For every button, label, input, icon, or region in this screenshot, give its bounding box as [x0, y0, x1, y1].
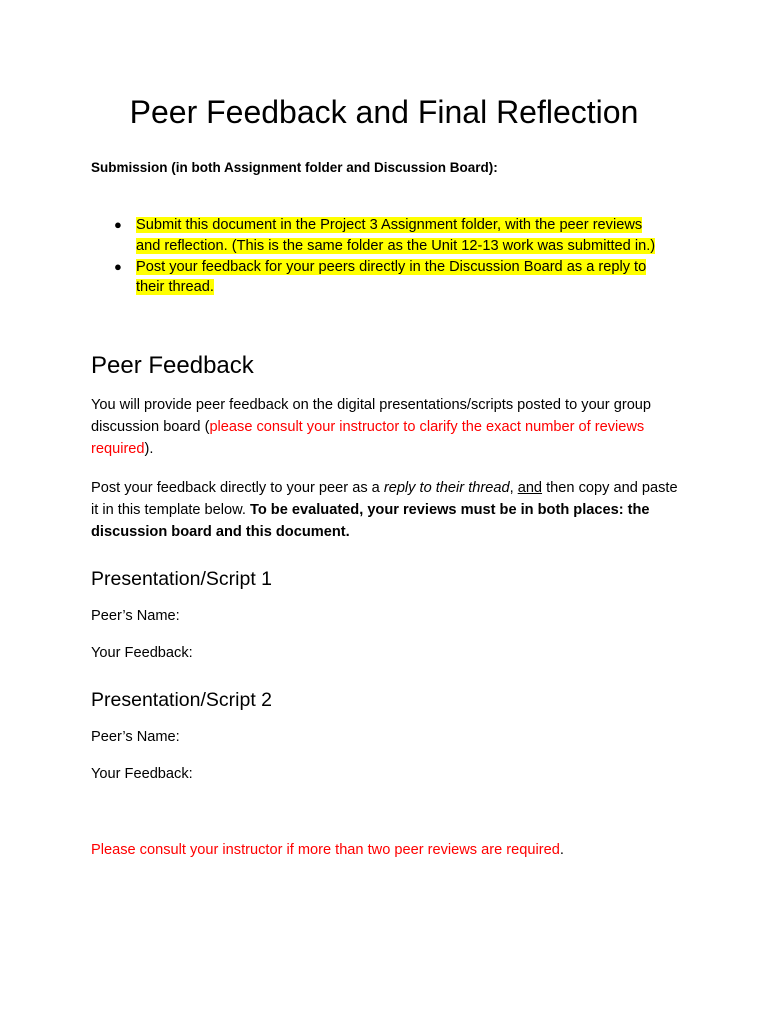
underlined-text: and — [517, 480, 543, 496]
paragraph-text: , — [509, 480, 518, 496]
highlighted-text: and reflection. (This is the same folder as the Unit 12-13 work was submitted in.) — [136, 237, 656, 254]
feedback-intro-paragraph — [91, 394, 681, 460]
highlighted-text: Submit this document in the Project 3 Assignment folder, with the peer reviews — [136, 217, 643, 233]
script-2-heading: Presentation/Script 2 — [91, 689, 273, 711]
list-item — [91, 215, 691, 257]
script-1-peer-name-label: Peer’s Name: — [91, 608, 180, 624]
script-2-feedback-label: Your Feedback: — [91, 766, 193, 782]
bullet-icon: ● — [114, 217, 122, 232]
submission-instructions-list — [91, 215, 691, 298]
instructor-note: Please consult your instructor if more than two peer reviews are required — [91, 842, 560, 858]
highlighted-text: Post your feedback for your peers directly in the Discussion Board as a reply to — [136, 258, 647, 275]
script-1-feedback-label: Your Feedback: — [91, 645, 193, 661]
document-title: Peer Feedback and Final Reflection — [129, 94, 639, 130]
bullet-icon: ● — [114, 258, 122, 274]
closing-period: . — [559, 842, 564, 858]
section-heading-peer-feedback: Peer Feedback — [91, 352, 254, 379]
paragraph-text: Post your feedback directly to your peer as a — [91, 480, 384, 496]
feedback-instructions-paragraph — [91, 477, 681, 543]
closing-note — [91, 840, 564, 860]
script-2-peer-name-label: Peer’s Name: — [91, 729, 180, 745]
list-item — [91, 257, 691, 299]
script-1-heading: Presentation/Script 1 — [91, 568, 273, 590]
instructor-note: please consult your instructor to clarify the exact number of reviews required — [91, 419, 645, 457]
paragraph-text: You will provide peer feedback on the digital presentations/scripts posted to your group discussion board ( — [91, 397, 652, 435]
paragraph-text: then copy and paste it in this template below. — [91, 480, 678, 518]
paragraph-text: ). — [144, 441, 154, 457]
italic-text: reply to their thread — [383, 480, 510, 496]
bold-text: To be evaluated, your reviews must be in both places: the discussion board and this document. — [91, 502, 650, 540]
highlighted-text: their thread. — [136, 279, 214, 296]
submission-heading: Submission (in both Assignment folder and Discussion Board): — [91, 160, 498, 175]
